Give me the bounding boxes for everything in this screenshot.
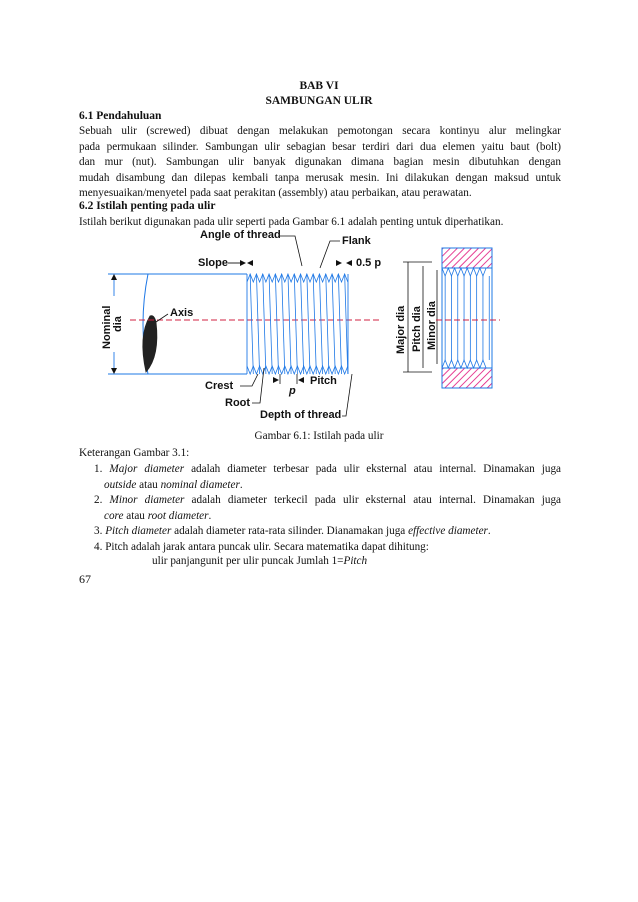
root-label: Root (225, 397, 251, 409)
term: effective diameter (408, 525, 488, 537)
term: nominal diameter (160, 478, 240, 491)
chapter-title: SAMBUNGAN ULIR (265, 95, 373, 107)
text: atau (136, 478, 161, 491)
minor-dia-label: Minor dia (426, 301, 438, 350)
list-number: 4. (94, 541, 103, 553)
formula-text: ulir panjangunit per ulir puncak Jumlah 1= (152, 555, 344, 567)
nominal-dia-label: Nominal (101, 305, 113, 349)
thread-helix-line (275, 274, 278, 374)
text: . (487, 525, 491, 537)
thread-profile (247, 274, 348, 374)
thread-helix-line (332, 274, 335, 374)
note-item-1 (94, 462, 561, 493)
list-number: 2. (94, 494, 103, 506)
axis-label: Axis (170, 307, 194, 319)
page-number: 67 (79, 572, 91, 586)
half-pitch-label: 0.5 p (356, 257, 382, 269)
depth-of-thread-label: Depth of thread (260, 409, 342, 421)
pitch-formula (152, 555, 367, 567)
section-heading-1: 6.1 Pendahuluan (79, 110, 162, 122)
nut-thread-profile (442, 268, 489, 368)
thread-helix-line (326, 274, 329, 374)
thread-helix-line (345, 274, 348, 374)
term: root diameter (147, 509, 209, 522)
thread-helix-line (263, 274, 266, 374)
major-dia-label: Major dia (395, 305, 407, 354)
definition: adalah diameter terbesar pada ulir eksternal atau internal. Dinamakan juga (184, 463, 561, 475)
thread-helix-line (313, 274, 316, 374)
nut-thread-zigzag (442, 360, 486, 368)
thread-helix-line (282, 274, 285, 374)
thread-helix-line (288, 274, 291, 374)
section-1-paragraph (79, 124, 561, 202)
slope-label: Slope (198, 257, 228, 269)
pitch-label: Pitch (310, 375, 337, 387)
thread-helix-line (319, 274, 322, 374)
paragraph-line: Sebuah ulir (screwed) dibuat dengan melakukan pemotongan secara kontinyu alur melingkar (79, 125, 561, 137)
section-2-intro: Istilah berikut digunakan pada ulir seperti pada Gambar 6.1 adalah penting untuk diperhatikan. (79, 216, 504, 228)
thread-helix-line (256, 274, 259, 374)
list-number: 3. (94, 525, 103, 537)
thread-zigzag (247, 274, 348, 282)
note-item-2 (94, 493, 561, 524)
formula-term: Pitch (343, 555, 368, 567)
thread-terminology-figure (90, 226, 510, 428)
term: core (104, 509, 124, 522)
pitch-symbol-label: p (289, 385, 296, 397)
thread-helix-line (250, 274, 253, 374)
chapter-number: BAB VI (299, 80, 339, 92)
section-heading-2: 6.2 Istilah penting pada ulir (79, 200, 216, 212)
term: Minor diameter (109, 494, 185, 506)
thread-helix-line (338, 274, 341, 374)
figure-caption: Gambar 6.1: Istilah pada ulir (254, 430, 384, 442)
paragraph-line: dan mur (nut). Sambungan ulir banyak digunakan dimana bagian mesin dibutuhkan dengan (79, 156, 561, 169)
definition: adalah diameter rata-rata silinder. Dianamakan juga (171, 525, 409, 537)
crest-label: Crest (205, 380, 234, 392)
term: Pitch diameter (105, 525, 172, 537)
paragraph-line: pada permukaan silinder. Sambungan ulir sebagian besar terdiri dari dua elemen yaitu baut (bolt) (79, 140, 561, 153)
term: Major diameter (109, 463, 185, 475)
list-number: 1. (94, 463, 103, 475)
paragraph-line: mudah disambung dan dilepas kembali tanpa merusak mesin. Ini dilakukan dengan maksud untuk (79, 171, 561, 184)
text: . (208, 509, 212, 522)
term: outside (104, 478, 137, 491)
angle-of-thread-label: Angle of thread (200, 229, 281, 241)
flank-label: Flank (342, 235, 371, 247)
text: . (239, 478, 243, 491)
text: atau (123, 509, 148, 522)
nut-hatch-bottom (442, 368, 492, 388)
nut-hatch-top (442, 248, 492, 268)
pitch-dia-label: Pitch dia (411, 306, 423, 352)
section-cut (143, 316, 157, 372)
paragraph-line: menyesuaikan/menyetel pada saat perakitan (assembly) atau perbaikan, atau perawatan. (79, 187, 472, 200)
nut-thread-zigzag (442, 268, 486, 276)
thread-helix-line (269, 274, 272, 374)
definition: Pitch adalah jarak antara puncak ulir. Secara matematika dapat dihitung: (105, 541, 429, 553)
thread-helix-line (301, 274, 304, 374)
thread-helix-line (294, 274, 297, 374)
definition: adalah diameter terkecil pada ulir eksternal atau internal. Dinamakan juga (184, 494, 561, 506)
thread-helix-line (307, 274, 310, 374)
note-item-3 (94, 524, 561, 540)
nominal-dia-label-2: dia (112, 316, 124, 332)
note-item-4 (94, 540, 561, 556)
notes-title: Keterangan Gambar 3.1: (79, 447, 190, 459)
bolt-body (143, 274, 247, 374)
